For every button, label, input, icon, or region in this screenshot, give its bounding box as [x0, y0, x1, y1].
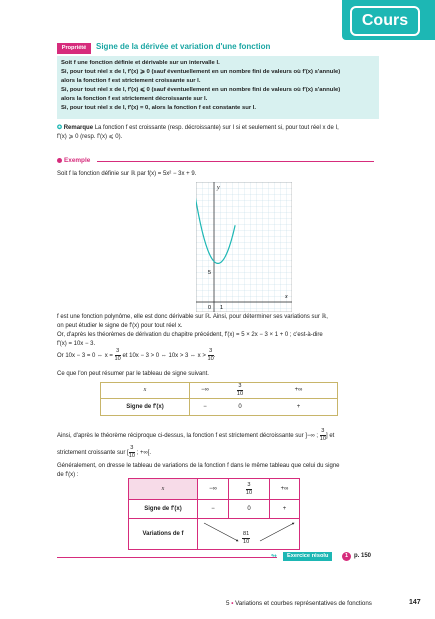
plus-inf: +∞ — [260, 383, 338, 399]
example-p4: f′(x) = 10x − 3. — [57, 341, 96, 347]
example-p5: Or 10x − 3 = 0 ⇔ x = $\frac{3}{10}$ et 10x − 3 > 0 ⇔ 10x > 3 ⇔ x > $\frac{3}{10}$ . — [57, 348, 216, 362]
function-graph — [196, 182, 292, 312]
property-line: Si, pour tout réel x de I, f′(x) ⩾ 0 (sauf éventuellement en un nombre fini de valeurs où f′(x) s'annule) — [61, 69, 341, 75]
property-badge: Propriété — [57, 43, 91, 54]
sign-plus: + — [260, 399, 338, 416]
property-box — [57, 56, 379, 119]
variation-cell — [198, 519, 300, 550]
fraction: $\frac{3}{10}$ — [114, 348, 121, 362]
example-bullet-icon — [57, 158, 62, 163]
origin-label: 0 — [208, 305, 212, 311]
cours-label: Cours — [350, 6, 420, 36]
cours-tab — [342, 0, 435, 40]
footer: 5 • Variations et courbes représentatives de fonctions — [226, 600, 372, 607]
sign-table-row-label: Signe de f′(x) — [101, 399, 190, 416]
property-line: alors la fonction f est strictement croissante sur I. — [61, 78, 201, 84]
chapter-number: 5 — [226, 600, 230, 607]
eq-part1: Or 10x − 3 = 0 ⇔ x = — [57, 353, 113, 360]
remark-icon: ✪ — [57, 125, 63, 131]
chapter-title: Variations et courbes représentatives de fonctions — [235, 600, 372, 607]
remark — [57, 124, 377, 142]
example-intro: Soit f la fonction définie sur ℝ par f(x) = 5x² − 3x + 9. — [57, 171, 197, 177]
example-divider — [97, 161, 374, 162]
sign-zero: 0 — [220, 399, 260, 416]
graph-grid — [196, 182, 292, 312]
remark-line2: f′(x) ⩾ 0 (resp. f′(x) ⩽ 0). — [57, 134, 123, 140]
sign-table — [100, 382, 338, 416]
exercise-page[interactable]: p. 150 — [354, 553, 372, 559]
sign-minus: − — [190, 399, 221, 416]
example-p6: Ce que l'on peut résumer par le tableau de signe suivant. — [57, 371, 209, 377]
variation-table: x −∞ $\frac{3}{10}$ +∞ Signe de f′(x) − 0 + Variations de f $\frac{81}{10}$ — [128, 478, 300, 550]
arrow-icon: ↬ — [271, 553, 277, 560]
property-line: Si, pour tout réel x de I, f′(x) ⩽ 0 (sauf éventuellement en un nombre fini de valeurs où f′(x) s'annule) — [61, 87, 341, 93]
sign-table-x-header: x — [101, 383, 190, 399]
exercise-number[interactable]: 1 — [342, 552, 351, 561]
page-number: 147 — [409, 599, 421, 606]
x-label: x — [285, 294, 288, 300]
example-p1: f est une fonction polynôme, elle est donc dérivable sur ℝ. Ainsi, pour déterminer ses variations sur ℝ, — [57, 314, 328, 320]
y-label: y — [217, 185, 220, 191]
fraction: $\frac{3}{10}$ — [207, 348, 214, 362]
one-label: 1 — [220, 305, 224, 311]
critical-value: $\frac{3}{10}$ — [220, 383, 260, 399]
var-table-variation-label: Variations de f — [129, 519, 198, 550]
graph-svg — [196, 182, 292, 312]
example-p10: de f′(x) : — [57, 472, 79, 478]
property-line: Si, pour tout réel x de I, f′(x) = 0, alors la fonction f est constante sur I. — [61, 105, 257, 111]
minimum-value: $\frac{81}{10}$ — [243, 531, 250, 545]
var-table-x-header: x — [129, 479, 198, 500]
bottom-divider — [57, 557, 277, 558]
property-title: Signe de la dérivée et variation d'une fonction — [96, 42, 271, 51]
minus-inf: −∞ — [190, 383, 221, 399]
remark-line1: La fonction f est croissante (resp. décroissante) sur I si et seulement si, pour tout réel x de I, — [94, 125, 339, 131]
example-p9: Généralement, on dresse le tableau de variations de la fonction f dans le même tableau que celui du signe — [57, 463, 340, 469]
property-line: Soit f une fonction définie et dérivable sur un intervalle I. — [61, 60, 220, 66]
example-p3: Or, d'après les théorèmes de dérivation du chapitre précédent, f′(x) = 5 × 2x − 3 × 1 + 0 ; c'est-à-dire — [57, 332, 323, 338]
var-table-sign-label: Signe de f′(x) — [129, 500, 198, 519]
property-line: alors la fonction f est strictement décroissante sur I. — [61, 96, 208, 102]
remark-label: Remarque — [63, 125, 94, 131]
example-p8: strictement croissante sur [ $\frac{3}{10}$ ; +∞[. — [57, 445, 152, 459]
example-p7: Ainsi, d'après le théorème réciproque ci-dessus, la fonction f est strictement décroissante sur ]−∞ ; $\frac{3}{10}$ ] et — [57, 428, 335, 442]
eq-part2: et 10x − 3 > 0 ⇔ 10x > 3 ⇔ x > — [122, 353, 206, 360]
example-heading: Exemple — [64, 157, 91, 164]
five-label: 5 — [208, 270, 212, 276]
example-p2: on peut étudier le signe de f′(x) pour tout réel x. — [57, 323, 183, 329]
exercise-link[interactable]: Exercice résolu — [283, 552, 332, 561]
